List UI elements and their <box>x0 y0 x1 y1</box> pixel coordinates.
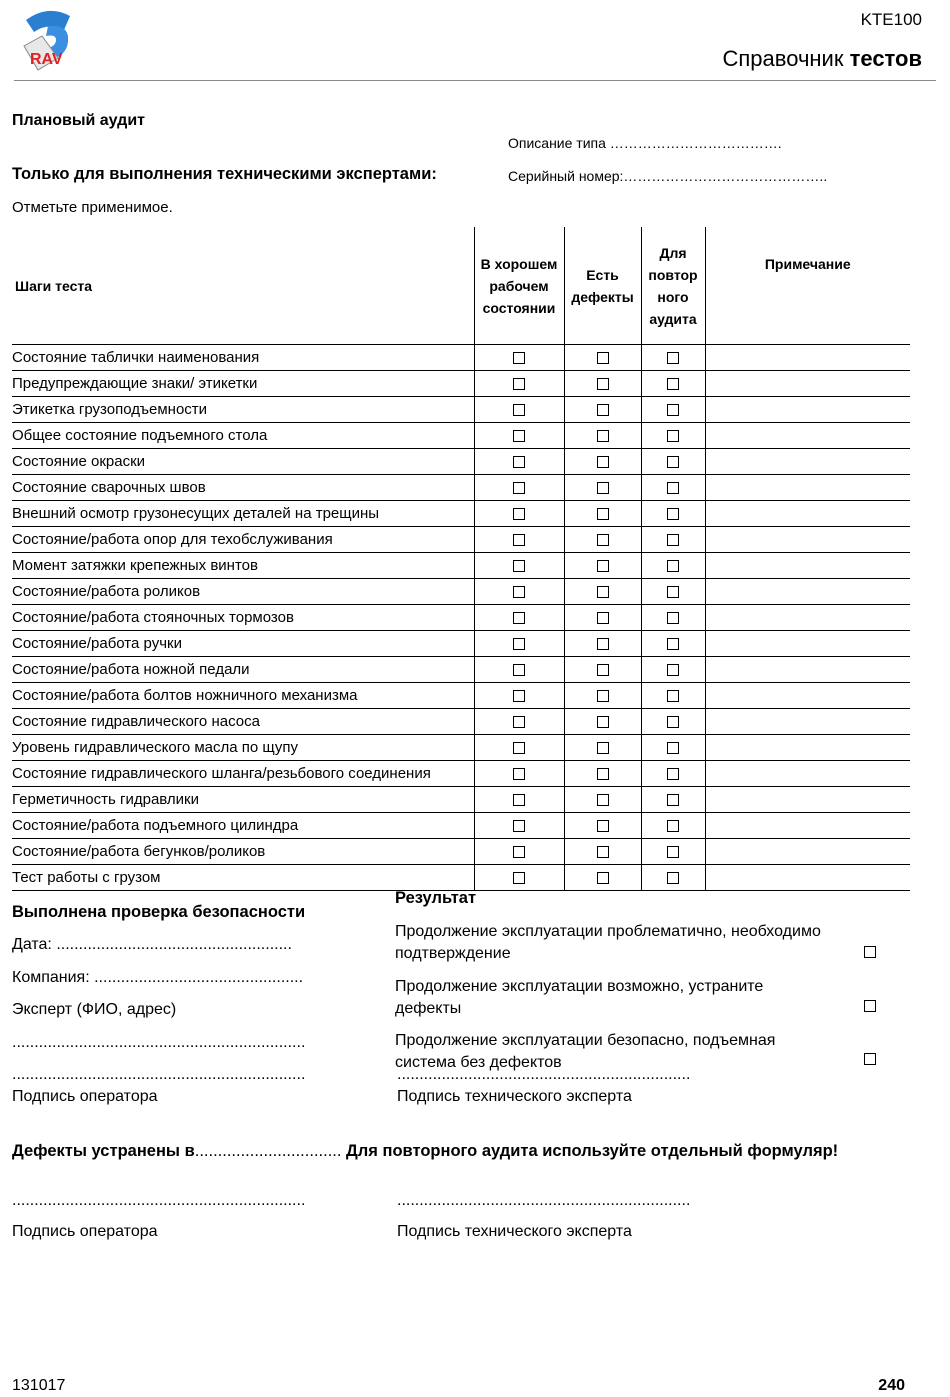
note-cell[interactable] <box>705 423 910 449</box>
cell-good <box>474 865 564 891</box>
checkbox-defects[interactable] <box>597 664 609 676</box>
table-row <box>12 371 910 397</box>
test-step-label: Общее состояние подъемного стола <box>12 423 474 449</box>
table-row <box>12 345 910 371</box>
cell-reaudit <box>641 501 705 527</box>
checkbox-good[interactable] <box>513 378 525 390</box>
checkbox-defects[interactable] <box>597 820 609 832</box>
checkbox-reaudit[interactable] <box>667 768 679 780</box>
cell-good <box>474 501 564 527</box>
checkbox-good[interactable] <box>513 794 525 806</box>
cell-good <box>474 449 564 475</box>
cell-defects <box>564 345 641 371</box>
cell-good <box>474 657 564 683</box>
checkbox-reaudit[interactable] <box>667 586 679 598</box>
test-step-label: Состояние сварочных швов <box>12 475 474 501</box>
checkbox-reaudit[interactable] <box>667 664 679 676</box>
cell-good <box>474 371 564 397</box>
checkbox-reaudit[interactable] <box>667 378 679 390</box>
cell-good <box>474 397 564 423</box>
cell-defects <box>564 553 641 579</box>
col-header-reaudit: Для повтор ного аудита <box>641 227 705 345</box>
cell-reaudit <box>641 813 705 839</box>
cell-defects <box>564 605 641 631</box>
note-cell[interactable] <box>705 683 910 709</box>
cell-reaudit <box>641 423 705 449</box>
checkbox-good[interactable] <box>513 430 525 442</box>
cell-reaudit <box>641 449 705 475</box>
cell-defects <box>564 761 641 787</box>
defects-fixed-line: Дефекты устранены в................................ Для повторного аудита используйте отдельный формуляр! <box>12 1142 839 1160</box>
result-option-possible: Продолжение эксплуатации возможно, устраните дефекты <box>395 978 764 1017</box>
note-cell[interactable] <box>705 579 910 605</box>
serial-number-field[interactable]: Серийный номер:…………………………………….. <box>508 168 828 184</box>
checkbox-defects[interactable] <box>597 456 609 468</box>
checkbox-defects[interactable] <box>597 846 609 858</box>
checkbox-reaudit[interactable] <box>667 430 679 442</box>
cell-good <box>474 761 564 787</box>
cell-reaudit <box>641 371 705 397</box>
checkbox-good[interactable] <box>513 586 525 598</box>
rav-logo <box>18 6 80 74</box>
page-number: 240 <box>878 1377 905 1394</box>
document-code: 131017 <box>12 1377 66 1394</box>
reaudit-note: Для повторного аудита используйте отдельный формуляр! <box>346 1142 839 1160</box>
checkbox-defects[interactable] <box>597 794 609 806</box>
cell-good <box>474 787 564 813</box>
expert-signature-line-2[interactable]: .................................................................. <box>397 1192 691 1209</box>
checkbox-defects[interactable] <box>597 560 609 572</box>
checkbox-good[interactable] <box>513 690 525 702</box>
test-step-label: Состояние/работа стояночных тормозов <box>12 605 474 631</box>
cell-reaudit <box>641 605 705 631</box>
table-row <box>12 423 910 449</box>
cell-reaudit <box>641 761 705 787</box>
checkbox-good[interactable] <box>513 872 525 884</box>
checkbox-defects[interactable] <box>597 768 609 780</box>
test-step-label: Этикетка грузоподъемности <box>12 397 474 423</box>
table-row <box>12 605 910 631</box>
cell-reaudit <box>641 631 705 657</box>
cell-defects <box>564 839 641 865</box>
table-row <box>12 449 910 475</box>
test-steps-table <box>12 227 910 891</box>
test-step-label: Состояние/работа болтов ножничного механизма <box>12 683 474 709</box>
cell-defects <box>564 449 641 475</box>
checkbox-good[interactable] <box>513 534 525 546</box>
checkbox-good[interactable] <box>513 638 525 650</box>
checkbox-good[interactable] <box>513 508 525 520</box>
test-step-label: Состояние таблички наименования <box>12 345 474 371</box>
type-description-field[interactable]: Описание типа ………………………………. <box>508 135 782 151</box>
checkbox-defects[interactable] <box>597 404 609 416</box>
page-title: Справочник тестов <box>722 46 922 71</box>
result-option-problematic: Продолжение эксплуатации проблематично, необходимо подтверждение <box>395 923 821 962</box>
cell-good <box>474 579 564 605</box>
table-row <box>12 735 910 761</box>
table-row <box>12 631 910 657</box>
test-step-label: Состояние/работа ручки <box>12 631 474 657</box>
logo-text: RAV <box>30 51 63 68</box>
cell-reaudit <box>641 683 705 709</box>
cell-good <box>474 475 564 501</box>
cell-defects <box>564 709 641 735</box>
checkbox-good[interactable] <box>513 404 525 416</box>
table-row <box>12 397 910 423</box>
checkbox-defects[interactable] <box>597 612 609 624</box>
checkbox-reaudit[interactable] <box>667 404 679 416</box>
table-row <box>12 709 910 735</box>
instruction-text: Отметьте применимое. <box>12 199 173 216</box>
checkbox-defects[interactable] <box>597 534 609 546</box>
checkbox-defects[interactable] <box>597 586 609 598</box>
checkbox-good[interactable] <box>513 456 525 468</box>
checkbox-good[interactable] <box>513 846 525 858</box>
col-header-good: В хорошем рабочем состоянии <box>474 227 564 345</box>
note-cell[interactable] <box>705 371 910 397</box>
cell-good <box>474 423 564 449</box>
table-row <box>12 813 910 839</box>
cell-defects <box>564 631 641 657</box>
cell-defects <box>564 371 641 397</box>
result-title: Результат <box>395 889 477 907</box>
test-step-label: Момент затяжки крепежных винтов <box>12 553 474 579</box>
col-header-defects: Есть дефекты <box>564 227 641 345</box>
expert-field-line2[interactable]: .................................................................. <box>12 1066 306 1083</box>
note-cell[interactable] <box>705 397 910 423</box>
checkbox-reaudit[interactable] <box>667 612 679 624</box>
test-step-label: Состояние окраски <box>12 449 474 475</box>
checkbox-reaudit[interactable] <box>667 508 679 520</box>
test-step-label: Состояние/работа ножной педали <box>12 657 474 683</box>
table-row <box>12 761 910 787</box>
result-option-safe: Продолжение эксплуатации безопасно, подъемная система без дефектов <box>395 1032 776 1071</box>
cell-defects <box>564 735 641 761</box>
cell-reaudit <box>641 579 705 605</box>
checkbox-good[interactable] <box>513 482 525 494</box>
cell-defects <box>564 683 641 709</box>
cell-reaudit <box>641 553 705 579</box>
note-cell[interactable] <box>705 865 910 891</box>
cell-defects <box>564 579 641 605</box>
checkbox-reaudit[interactable] <box>667 352 679 364</box>
cell-defects <box>564 397 641 423</box>
checkbox-defects[interactable] <box>597 690 609 702</box>
checkbox-reaudit[interactable] <box>667 638 679 650</box>
expert-label: Эксперт (ФИО, адрес) <box>12 1001 177 1018</box>
cell-defects <box>564 527 641 553</box>
cell-defects <box>564 787 641 813</box>
test-step-label: Уровень гидравлического масла по щупу <box>12 735 474 761</box>
checkbox-reaudit[interactable] <box>667 846 679 858</box>
checkbox-good[interactable] <box>513 820 525 832</box>
note-cell[interactable] <box>705 839 910 865</box>
table-row <box>12 865 910 891</box>
cell-reaudit <box>641 527 705 553</box>
test-step-label: Тест работы с грузом <box>12 865 474 891</box>
cell-defects <box>564 423 641 449</box>
operator-signature-label-2: Подпись оператора <box>12 1223 158 1240</box>
checkbox-defects[interactable] <box>597 482 609 494</box>
cell-reaudit <box>641 475 705 501</box>
model-number: KTE100 <box>860 10 922 29</box>
test-step-label: Состояние/работа роликов <box>12 579 474 605</box>
col-header-note: Примечание <box>705 227 910 345</box>
table-row <box>12 657 910 683</box>
note-cell[interactable] <box>705 449 910 475</box>
date-field[interactable]: Дата: ..................................................... <box>12 936 292 953</box>
result-checkbox-safe[interactable] <box>864 1053 876 1065</box>
checkbox-defects[interactable] <box>597 352 609 364</box>
checkbox-good[interactable] <box>513 742 525 754</box>
note-cell[interactable] <box>705 527 910 553</box>
note-cell[interactable] <box>705 345 910 371</box>
checkbox-reaudit[interactable] <box>667 872 679 884</box>
note-cell[interactable] <box>705 813 910 839</box>
result-checkbox-possible[interactable] <box>864 1000 876 1012</box>
test-step-label: Внешний осмотр грузонесущих деталей на трещины <box>12 501 474 527</box>
cell-good <box>474 709 564 735</box>
experts-only-heading: Только для выполнения техническими экспертами: <box>12 165 437 183</box>
cell-reaudit <box>641 657 705 683</box>
cell-reaudit <box>641 787 705 813</box>
defects-fixed-date-field[interactable]: ................................ <box>194 1142 342 1160</box>
checkbox-reaudit[interactable] <box>667 716 679 728</box>
table-row <box>12 579 910 605</box>
cell-good <box>474 735 564 761</box>
note-cell[interactable] <box>705 709 910 735</box>
cell-reaudit <box>641 735 705 761</box>
note-cell[interactable] <box>705 605 910 631</box>
note-cell[interactable] <box>705 501 910 527</box>
test-step-label: Состояние гидравлического шланга/резьбового соединения <box>12 761 474 787</box>
cell-reaudit <box>641 709 705 735</box>
checkbox-reaudit[interactable] <box>667 820 679 832</box>
cell-good <box>474 839 564 865</box>
expert-signature-label-2: Подпись технического эксперта <box>397 1223 632 1240</box>
checkbox-good[interactable] <box>513 664 525 676</box>
operator-signature-label: Подпись оператора <box>12 1088 158 1105</box>
cell-good <box>474 345 564 371</box>
note-cell[interactable] <box>705 787 910 813</box>
table-row <box>12 787 910 813</box>
safety-title: Выполнена проверка безопасности <box>12 903 306 921</box>
note-cell[interactable] <box>705 761 910 787</box>
checkbox-defects[interactable] <box>597 378 609 390</box>
note-cell[interactable] <box>705 657 910 683</box>
checkbox-reaudit[interactable] <box>667 482 679 494</box>
test-step-label: Состояние/работа подъемного цилиндра <box>12 813 474 839</box>
note-cell[interactable] <box>705 553 910 579</box>
checkbox-defects[interactable] <box>597 742 609 754</box>
cell-defects <box>564 865 641 891</box>
checkbox-defects[interactable] <box>597 430 609 442</box>
table-row <box>12 683 910 709</box>
checkbox-defects[interactable] <box>597 508 609 520</box>
test-step-label: Состояние/работа бегунков/роликов <box>12 839 474 865</box>
cell-good <box>474 553 564 579</box>
cell-good <box>474 683 564 709</box>
checkbox-reaudit[interactable] <box>667 534 679 546</box>
cell-reaudit <box>641 865 705 891</box>
expert-signature-line[interactable]: .................................................................. <box>397 1066 691 1083</box>
audit-title: Плановый аудит <box>12 112 146 129</box>
table-row <box>12 553 910 579</box>
table-row <box>12 501 910 527</box>
test-step-label: Предупреждающие знаки/ этикетки <box>12 371 474 397</box>
checkbox-good[interactable] <box>513 612 525 624</box>
checkbox-reaudit[interactable] <box>667 690 679 702</box>
checkbox-defects[interactable] <box>597 872 609 884</box>
result-checkbox-problematic[interactable] <box>864 946 876 958</box>
table-row <box>12 527 910 553</box>
cell-good <box>474 813 564 839</box>
cell-reaudit <box>641 345 705 371</box>
cell-reaudit <box>641 397 705 423</box>
header-divider <box>14 80 936 81</box>
cell-good <box>474 527 564 553</box>
checkbox-defects[interactable] <box>597 716 609 728</box>
cell-defects <box>564 657 641 683</box>
cell-defects <box>564 475 641 501</box>
cell-reaudit <box>641 839 705 865</box>
note-cell[interactable] <box>705 735 910 761</box>
checkbox-good[interactable] <box>513 768 525 780</box>
note-cell[interactable] <box>705 475 910 501</box>
table-row <box>12 839 910 865</box>
table-row <box>12 475 910 501</box>
cell-defects <box>564 501 641 527</box>
checkbox-reaudit[interactable] <box>667 742 679 754</box>
expert-signature-label: Подпись технического эксперта <box>397 1088 632 1105</box>
checkbox-reaudit[interactable] <box>667 794 679 806</box>
expert-field-line1[interactable]: .................................................................. <box>12 1034 306 1051</box>
test-step-label: Состояние гидравлического насоса <box>12 709 474 735</box>
checkbox-good[interactable] <box>513 352 525 364</box>
cell-defects <box>564 813 641 839</box>
checkbox-reaudit[interactable] <box>667 456 679 468</box>
cell-good <box>474 631 564 657</box>
test-step-label: Герметичность гидравлики <box>12 787 474 813</box>
note-cell[interactable] <box>705 631 910 657</box>
checkbox-defects[interactable] <box>597 638 609 650</box>
cell-good <box>474 605 564 631</box>
checkbox-good[interactable] <box>513 716 525 728</box>
checkbox-reaudit[interactable] <box>667 560 679 572</box>
test-step-label: Состояние/работа опор для техобслуживания <box>12 527 474 553</box>
company-field[interactable]: Компания: ............................................... <box>12 969 304 986</box>
col-header-steps: Шаги теста <box>12 227 474 345</box>
checkbox-good[interactable] <box>513 560 525 572</box>
operator-signature-line-2[interactable]: .................................................................. <box>12 1192 306 1209</box>
